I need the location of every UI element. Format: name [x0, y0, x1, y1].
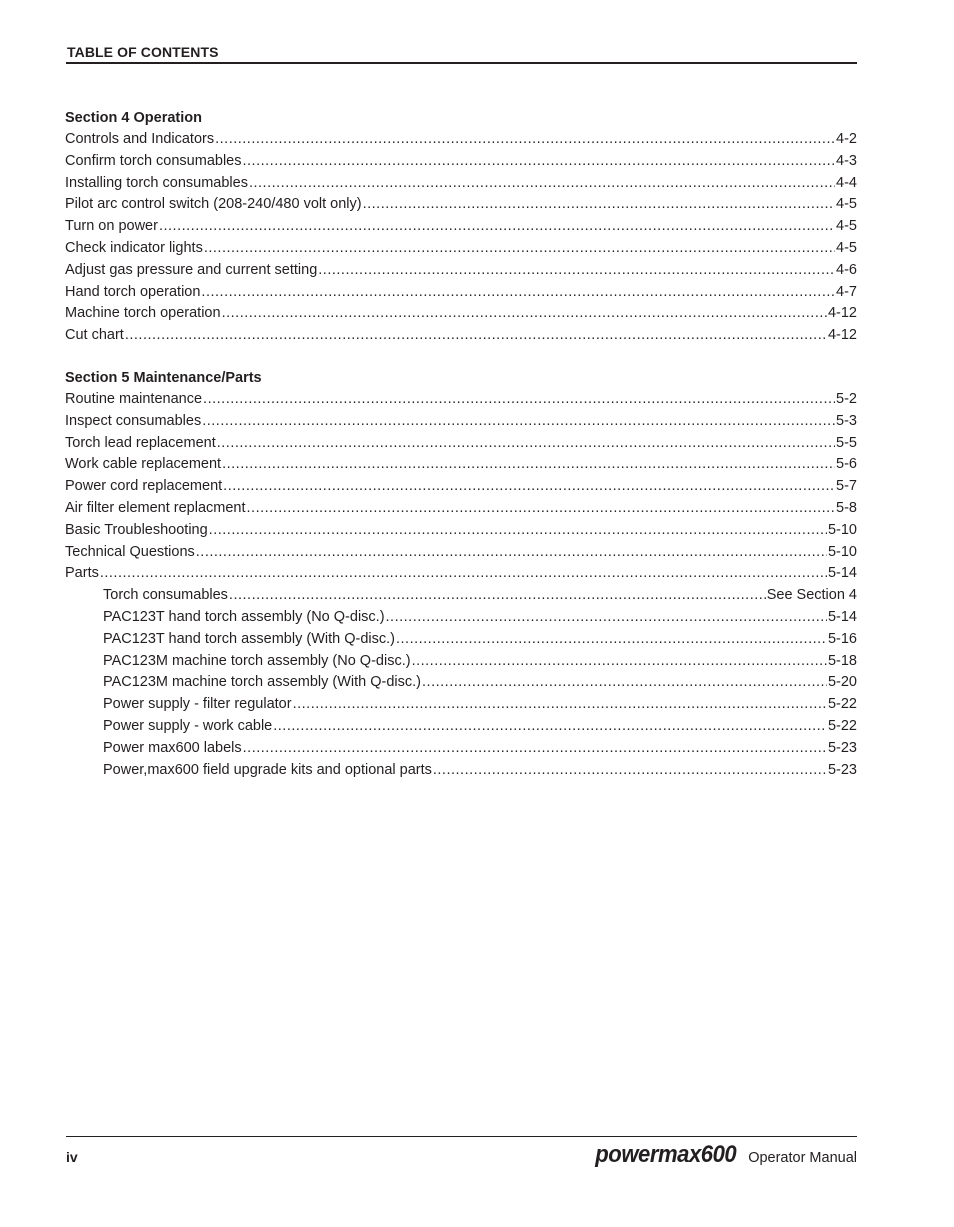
section-heading: Section 5 Maintenance/Parts: [65, 369, 262, 386]
toc-entry-page: 4-5: [836, 196, 857, 213]
toc-entry-label: Turn on power: [65, 218, 158, 235]
toc-entry-label: Machine torch operation: [65, 305, 221, 322]
toc-entry[interactable]: [65, 563, 857, 585]
toc-entry[interactable]: [65, 716, 857, 738]
toc-entry-label: Work cable replacement: [65, 456, 222, 473]
toc-entry-label: Torch lead replacement: [65, 434, 216, 451]
section-heading: Section 4 Operation: [65, 110, 202, 126]
toc-entry-label: Power supply - work cable: [103, 717, 273, 734]
toc-entry-label: Confirm torch consumables: [65, 152, 242, 169]
toc-entry[interactable]: [65, 476, 857, 498]
dot-leader: [215, 129, 835, 151]
toc-entry[interactable]: [65, 607, 857, 629]
toc-entry-label: Power supply - filter regulator: [103, 696, 292, 713]
toc-entry[interactable]: [65, 694, 857, 716]
toc-entry-page: 5-22: [827, 717, 857, 734]
toc-entry-page: 5-2: [836, 390, 857, 407]
dot-leader: [243, 151, 836, 173]
dot-leader: [293, 694, 827, 716]
toc-entry-label: Controls and Indicators: [65, 131, 215, 147]
toc-entry[interactable]: [65, 433, 857, 455]
toc-entry-page: 4-5: [836, 218, 857, 235]
product-logo: powermax600: [595, 1141, 737, 1168]
dot-leader: [222, 454, 835, 476]
toc-entry-label: Cut chart: [65, 327, 124, 344]
page-footer: [66, 1136, 857, 1177]
dot-leader: [249, 173, 835, 195]
dot-leader: [203, 389, 835, 411]
dot-leader: [209, 520, 827, 542]
toc-entry-page: 4-6: [836, 261, 857, 278]
dot-leader: [100, 563, 827, 585]
toc-entry-label: Adjust gas pressure and current setting: [65, 261, 318, 278]
toc-entry-page: 5-8: [836, 499, 857, 516]
footer-page-number: iv: [66, 1149, 78, 1165]
toc-entry-page: 4-7: [836, 283, 857, 300]
toc-entry[interactable]: [65, 738, 857, 760]
toc-entry[interactable]: [65, 194, 857, 216]
footer-brand: [583, 1141, 857, 1169]
toc-entry[interactable]: [65, 303, 857, 325]
toc-entry-page: 5-7: [836, 478, 857, 495]
toc-entry-label: Routine maintenance: [65, 390, 203, 407]
toc-entry-page: 5-16: [827, 630, 857, 647]
toc-entry[interactable]: [65, 629, 857, 651]
toc-entry-label: PAC123M machine torch assembly (With Q-disc.): [103, 674, 422, 691]
toc-entry-label: Pilot arc control switch (208-240/480 volt only): [65, 196, 362, 213]
toc-entry[interactable]: [65, 585, 857, 607]
toc-entry-label: Technical Questions: [65, 543, 195, 560]
dot-leader: [318, 260, 835, 282]
toc-entry-label: Power cord replacement: [65, 478, 223, 495]
toc-entry[interactable]: [65, 282, 857, 304]
toc-entry[interactable]: [65, 389, 857, 411]
toc-entry-label: Parts: [65, 565, 99, 582]
toc-entry[interactable]: [65, 260, 857, 282]
toc-entry-label: Check indicator lights: [65, 239, 203, 256]
dot-leader: [422, 672, 827, 694]
toc-entry[interactable]: [65, 672, 857, 694]
toc-entry-page: 5-23: [827, 739, 857, 756]
dot-leader: [433, 760, 827, 782]
dot-leader: [386, 607, 827, 629]
dot-leader: [223, 476, 835, 498]
toc-entry-page: 4-12: [827, 327, 857, 344]
toc-entry[interactable]: [65, 173, 857, 195]
dot-leader: [412, 651, 827, 673]
toc-entry-label: Installing torch consumables: [65, 174, 248, 191]
toc-entry-label: Inspect consumables: [65, 412, 202, 429]
dot-leader: [204, 238, 835, 260]
toc-entry[interactable]: [65, 238, 857, 260]
table-of-contents: [65, 107, 857, 781]
toc-entry-page: 5-10: [827, 543, 857, 560]
dot-leader: [363, 194, 835, 216]
toc-entry-label: Air filter element replacment: [65, 499, 246, 516]
dot-leader: [243, 738, 827, 760]
toc-entry[interactable]: [65, 454, 857, 476]
toc-entry[interactable]: [65, 216, 857, 238]
toc-entry-page: 5-14: [827, 565, 857, 582]
toc-entry-page: 5-14: [827, 608, 857, 625]
toc-entry[interactable]: [65, 151, 857, 173]
toc-entry-page: 5-10: [827, 521, 857, 538]
page-header-title: TABLE OF CONTENTS: [67, 44, 219, 60]
toc-entry-page: 4-12: [827, 305, 857, 322]
dot-leader: [217, 433, 835, 455]
dot-leader: [125, 325, 827, 347]
dot-leader: [159, 216, 835, 238]
dot-leader: [229, 585, 766, 607]
toc-entry-label: Torch consumables: [103, 587, 228, 604]
toc-entry-label: Basic Troubleshooting: [65, 521, 208, 538]
toc-entry-page: 5-18: [827, 652, 857, 669]
page-header: [66, 44, 857, 64]
dot-leader: [247, 498, 836, 520]
dot-leader: [196, 542, 827, 564]
dot-leader: [201, 282, 835, 304]
toc-entry-label: PAC123T hand torch assembly (No Q-disc.): [103, 608, 385, 625]
toc-entry[interactable]: [65, 520, 857, 542]
toc-entry[interactable]: [65, 325, 857, 347]
dot-leader: [273, 716, 827, 738]
toc-entry[interactable]: [65, 411, 857, 433]
toc-entry-page: 4-3: [836, 152, 857, 169]
section-spacer: [65, 347, 857, 367]
toc-entry-page: 5-23: [827, 761, 857, 778]
dot-leader: [202, 411, 835, 433]
footer-manual-name: Operator Manual: [748, 1150, 857, 1166]
toc-entry[interactable]: [65, 498, 857, 520]
toc-entry-page: 5-6: [836, 456, 857, 473]
toc-entry[interactable]: [65, 542, 857, 564]
toc-entry-page: 5-5: [836, 434, 857, 451]
toc-entry[interactable]: [65, 651, 857, 673]
toc-entry-page: 4-5: [836, 239, 857, 256]
toc-entry-label: Power max600 labels: [103, 739, 242, 756]
toc-entry[interactable]: [65, 760, 857, 782]
toc-entry-page: See Section 4: [766, 587, 857, 604]
dot-leader: [222, 303, 827, 325]
toc-entry-label: Hand torch operation: [65, 283, 201, 300]
toc-entry-page: 4-4: [836, 174, 857, 191]
toc-entry[interactable]: [65, 129, 857, 151]
toc-entry-page: 5-3: [836, 412, 857, 429]
toc-entry-page: 4-2: [836, 131, 857, 147]
toc-entry-label: PAC123T hand torch assembly (With Q-disc.): [103, 630, 395, 647]
dot-leader: [396, 629, 827, 651]
toc-entry-label: PAC123M machine torch assembly (No Q-disc.): [103, 652, 411, 669]
toc-entry-label: Power,max600 field upgrade kits and optional parts: [103, 761, 432, 778]
toc-entry-page: 5-22: [827, 696, 857, 713]
toc-entry-page: 5-20: [827, 674, 857, 691]
